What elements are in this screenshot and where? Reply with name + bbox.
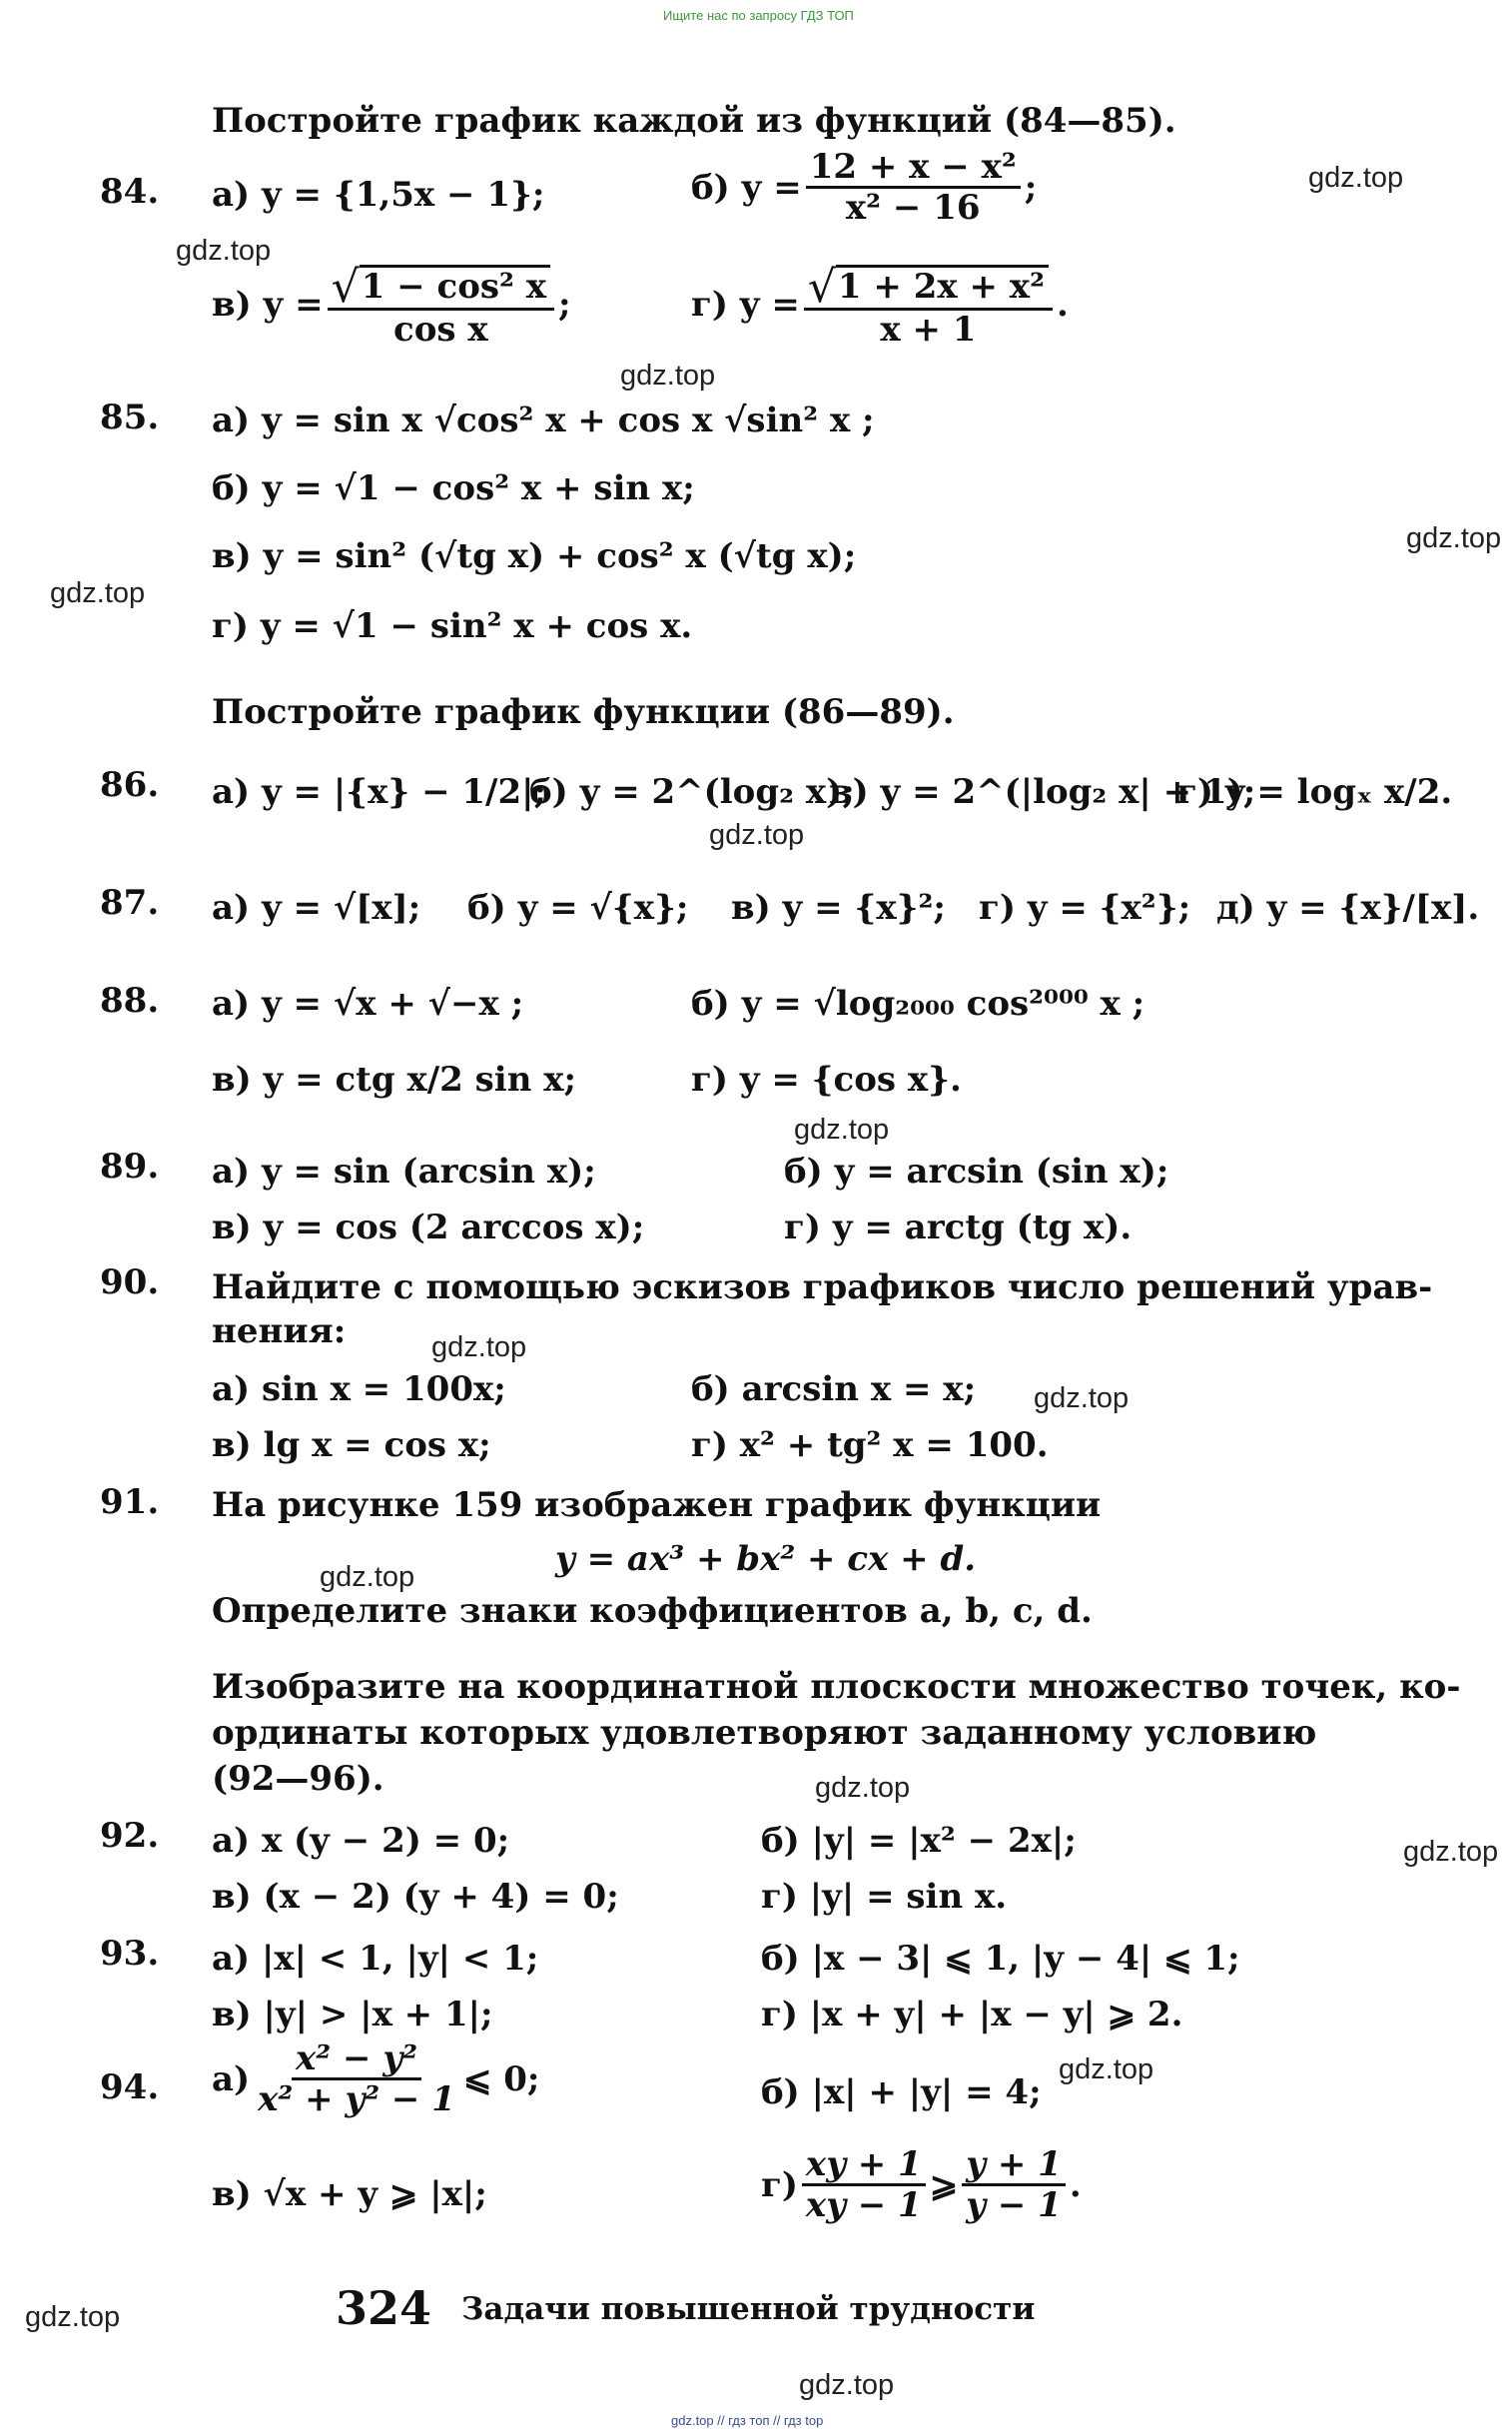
problem-85a: а) y = sin x √cos² x + cos x √sin² x ;	[212, 401, 875, 440]
fraction	[962, 2144, 1066, 2225]
problem-85g: г) y = √1 − sin² x + cos x.	[212, 606, 693, 646]
numerator	[804, 262, 1053, 311]
problem-88v: в) y = ctg x/2 sin x;	[212, 1060, 577, 1100]
problem-85v: в) y = sin² (√tg x) + cos² x (√tg x);	[212, 536, 857, 576]
fraction	[806, 147, 1021, 228]
problem-number: 94.	[100, 2067, 160, 2107]
problem-87b: б) y = √{x};	[467, 888, 689, 928]
formula-suffix: ;	[558, 284, 571, 325]
section-heading: Постройте график каждой из функций (84—85).	[212, 101, 1176, 141]
problem-number: 85.	[100, 398, 160, 437]
problem-86b: б) y = 2^(log₂ x);	[529, 772, 855, 812]
problem-87v: в) y = {x}²;	[731, 888, 946, 928]
watermark: gdz.top	[794, 1114, 890, 1146]
section-heading: ординаты которых удовлетворяют заданному условию	[212, 1713, 1317, 1753]
fraction	[254, 2038, 459, 2119]
watermark: gdz.top	[1059, 2053, 1154, 2085]
denominator: x² − 16	[845, 188, 981, 228]
formula-prefix: г) y =	[691, 284, 800, 325]
formula-suffix: .	[1056, 284, 1069, 325]
problem-91-formula: y = ax³ + bx² + cx + d.	[555, 1539, 977, 1579]
section-heading: (92—96).	[212, 1759, 384, 1799]
problem-85b: б) y = √1 − cos² x + sin x;	[212, 468, 695, 508]
problem-number: 88.	[100, 981, 160, 1021]
numerator: y + 1	[962, 2147, 1066, 2186]
fraction	[328, 262, 554, 350]
problem-87d: д) y = {x}/[x].	[1216, 888, 1480, 928]
problem-90a: а) sin x = 100x;	[212, 1369, 506, 1409]
watermark: gdz.top	[1406, 522, 1502, 554]
problem-86v: в) y = 2^(|log₂ x| + 1);	[829, 772, 1256, 812]
problem-number: 84.	[100, 172, 160, 212]
problem-number: 92.	[100, 1816, 160, 1856]
watermark: gdz.top	[320, 1561, 415, 1593]
problem-91-text: Определите знаки коэффициентов a, b, c, d.	[212, 1591, 1093, 1631]
denominator: y − 1	[966, 2185, 1062, 2225]
formula-prefix: б) y =	[691, 167, 802, 208]
problem-84v	[212, 262, 571, 350]
denominator: x² + y² − 1	[258, 2079, 455, 2119]
numerator	[328, 262, 554, 311]
radicand: 1 − cos² x	[360, 265, 550, 304]
problem-86a: а) y = |{x} − 1/2|;	[212, 772, 547, 812]
watermark: gdz.top	[1403, 1836, 1499, 1868]
problem-88a: а) y = √x + √−x ;	[212, 984, 524, 1024]
problem-89b: б) y = arcsin (sin x);	[784, 1152, 1169, 1192]
problem-92a: а) x (y − 2) = 0;	[212, 1821, 510, 1861]
problem-86g: г) y = logₓ x/2.	[1176, 772, 1453, 812]
watermark: gdz.top	[1308, 162, 1404, 194]
numerator: xy + 1	[802, 2147, 926, 2186]
formula-suffix: ;	[1024, 167, 1038, 208]
denominator: cos x	[393, 310, 488, 350]
problem-number: 89.	[100, 1147, 160, 1187]
problem-90v: в) lg x = cos x;	[212, 1425, 491, 1465]
problem-87g: г) y = {x²};	[979, 888, 1191, 928]
problem-94a	[212, 2038, 540, 2119]
problem-91-text: На рисунке 159 изображен график функции	[212, 1485, 1102, 1525]
problem-93g: г) |x + y| + |x − y| ⩾ 2.	[761, 1995, 1183, 2034]
watermark: gdz.top	[620, 360, 716, 392]
watermark: gdz.top	[1034, 1382, 1130, 1414]
problem-90g: г) x² + tg² x = 100.	[691, 1425, 1049, 1465]
radical-sign: √	[807, 262, 836, 313]
formula-prefix: а)	[212, 2058, 251, 2099]
problem-number: 87.	[100, 883, 160, 923]
problem-94v: в) √x + y ⩾ |x|;	[212, 2174, 487, 2214]
fraction	[804, 262, 1053, 350]
watermark: gdz.top	[431, 1331, 527, 1363]
bottom-note: gdz.top // гдз топ // гдз top	[671, 2413, 824, 2428]
problem-93v: в) |y| > |x + 1|;	[212, 1995, 493, 2034]
problem-94b: б) |x| + |y| = 4;	[761, 2072, 1042, 2112]
problem-number: 91.	[100, 1482, 160, 1522]
watermark: gdz.top	[815, 1772, 911, 1804]
page-footer-title: Задачи повышенной трудности	[461, 2291, 1036, 2327]
formula-suffix: .	[1069, 2164, 1082, 2205]
denominator: x + 1	[880, 310, 977, 350]
page-number: 324	[336, 2281, 432, 2335]
problem-93a: а) |x| < 1, |y| < 1;	[212, 1939, 539, 1979]
problem-92b: б) |y| = |x² − 2x|;	[761, 1821, 1077, 1861]
watermark: gdz.top	[709, 819, 805, 851]
radicand: 1 + 2x + x²	[836, 265, 1049, 304]
denominator: xy − 1	[805, 2185, 922, 2225]
problem-84b	[691, 147, 1038, 228]
top-note: Ищите нас по запросу ГДЗ ТОП	[663, 8, 854, 23]
problem-number: 93.	[100, 1934, 160, 1974]
fraction	[802, 2144, 926, 2225]
problem-88g: г) y = {cos x}.	[691, 1060, 962, 1100]
problem-number: 90.	[100, 1262, 160, 1302]
problem-92g: г) |y| = sin x.	[761, 1877, 1008, 1917]
problem-90b: б) arcsin x = x;	[691, 1369, 977, 1409]
watermark: gdz.top	[25, 2301, 121, 2333]
problem-93b: б) |x − 3| ⩽ 1, |y − 4| ⩽ 1;	[761, 1939, 1240, 1979]
problem-89v: в) y = cos (2 arccos x);	[212, 1208, 645, 1247]
section-heading: Изобразите на координатной плоскости множество точек, ко-	[212, 1667, 1461, 1707]
formula-prefix: в) y =	[212, 284, 324, 325]
section-heading: Постройте график функции (86—89).	[212, 692, 955, 732]
problem-90-text: Найдите с помощью эскизов графиков число решений урав-	[212, 1267, 1433, 1307]
problem-87a: а) y = √[x];	[212, 888, 421, 928]
formula-prefix: г)	[761, 2164, 798, 2205]
watermark: gdz.top	[176, 235, 272, 267]
problem-88b: б) y = √log₂₀₀₀ cos²⁰⁰⁰ x ;	[691, 984, 1145, 1024]
problem-92v: в) (x − 2) (y + 4) = 0;	[212, 1877, 619, 1917]
problem-84g	[691, 262, 1069, 350]
problem-84a: а) y = {1,5x − 1};	[212, 175, 545, 215]
problem-90-text: нения:	[212, 1311, 347, 1351]
numerator: 12 + x − x²	[806, 150, 1021, 189]
watermark: gdz.top	[799, 2369, 895, 2401]
problem-number: 86.	[100, 765, 160, 805]
problem-89a: а) y = sin (arcsin x);	[212, 1152, 596, 1192]
radical-sign: √	[331, 262, 360, 313]
problem-94g	[761, 2144, 1082, 2225]
numerator: x² − y²	[292, 2041, 421, 2080]
problem-89g: г) y = arctg (tg x).	[784, 1208, 1133, 1247]
watermark: gdz.top	[50, 577, 146, 609]
formula-operator: ⩾	[929, 2164, 959, 2205]
formula-suffix: ⩽ 0;	[462, 2058, 540, 2099]
